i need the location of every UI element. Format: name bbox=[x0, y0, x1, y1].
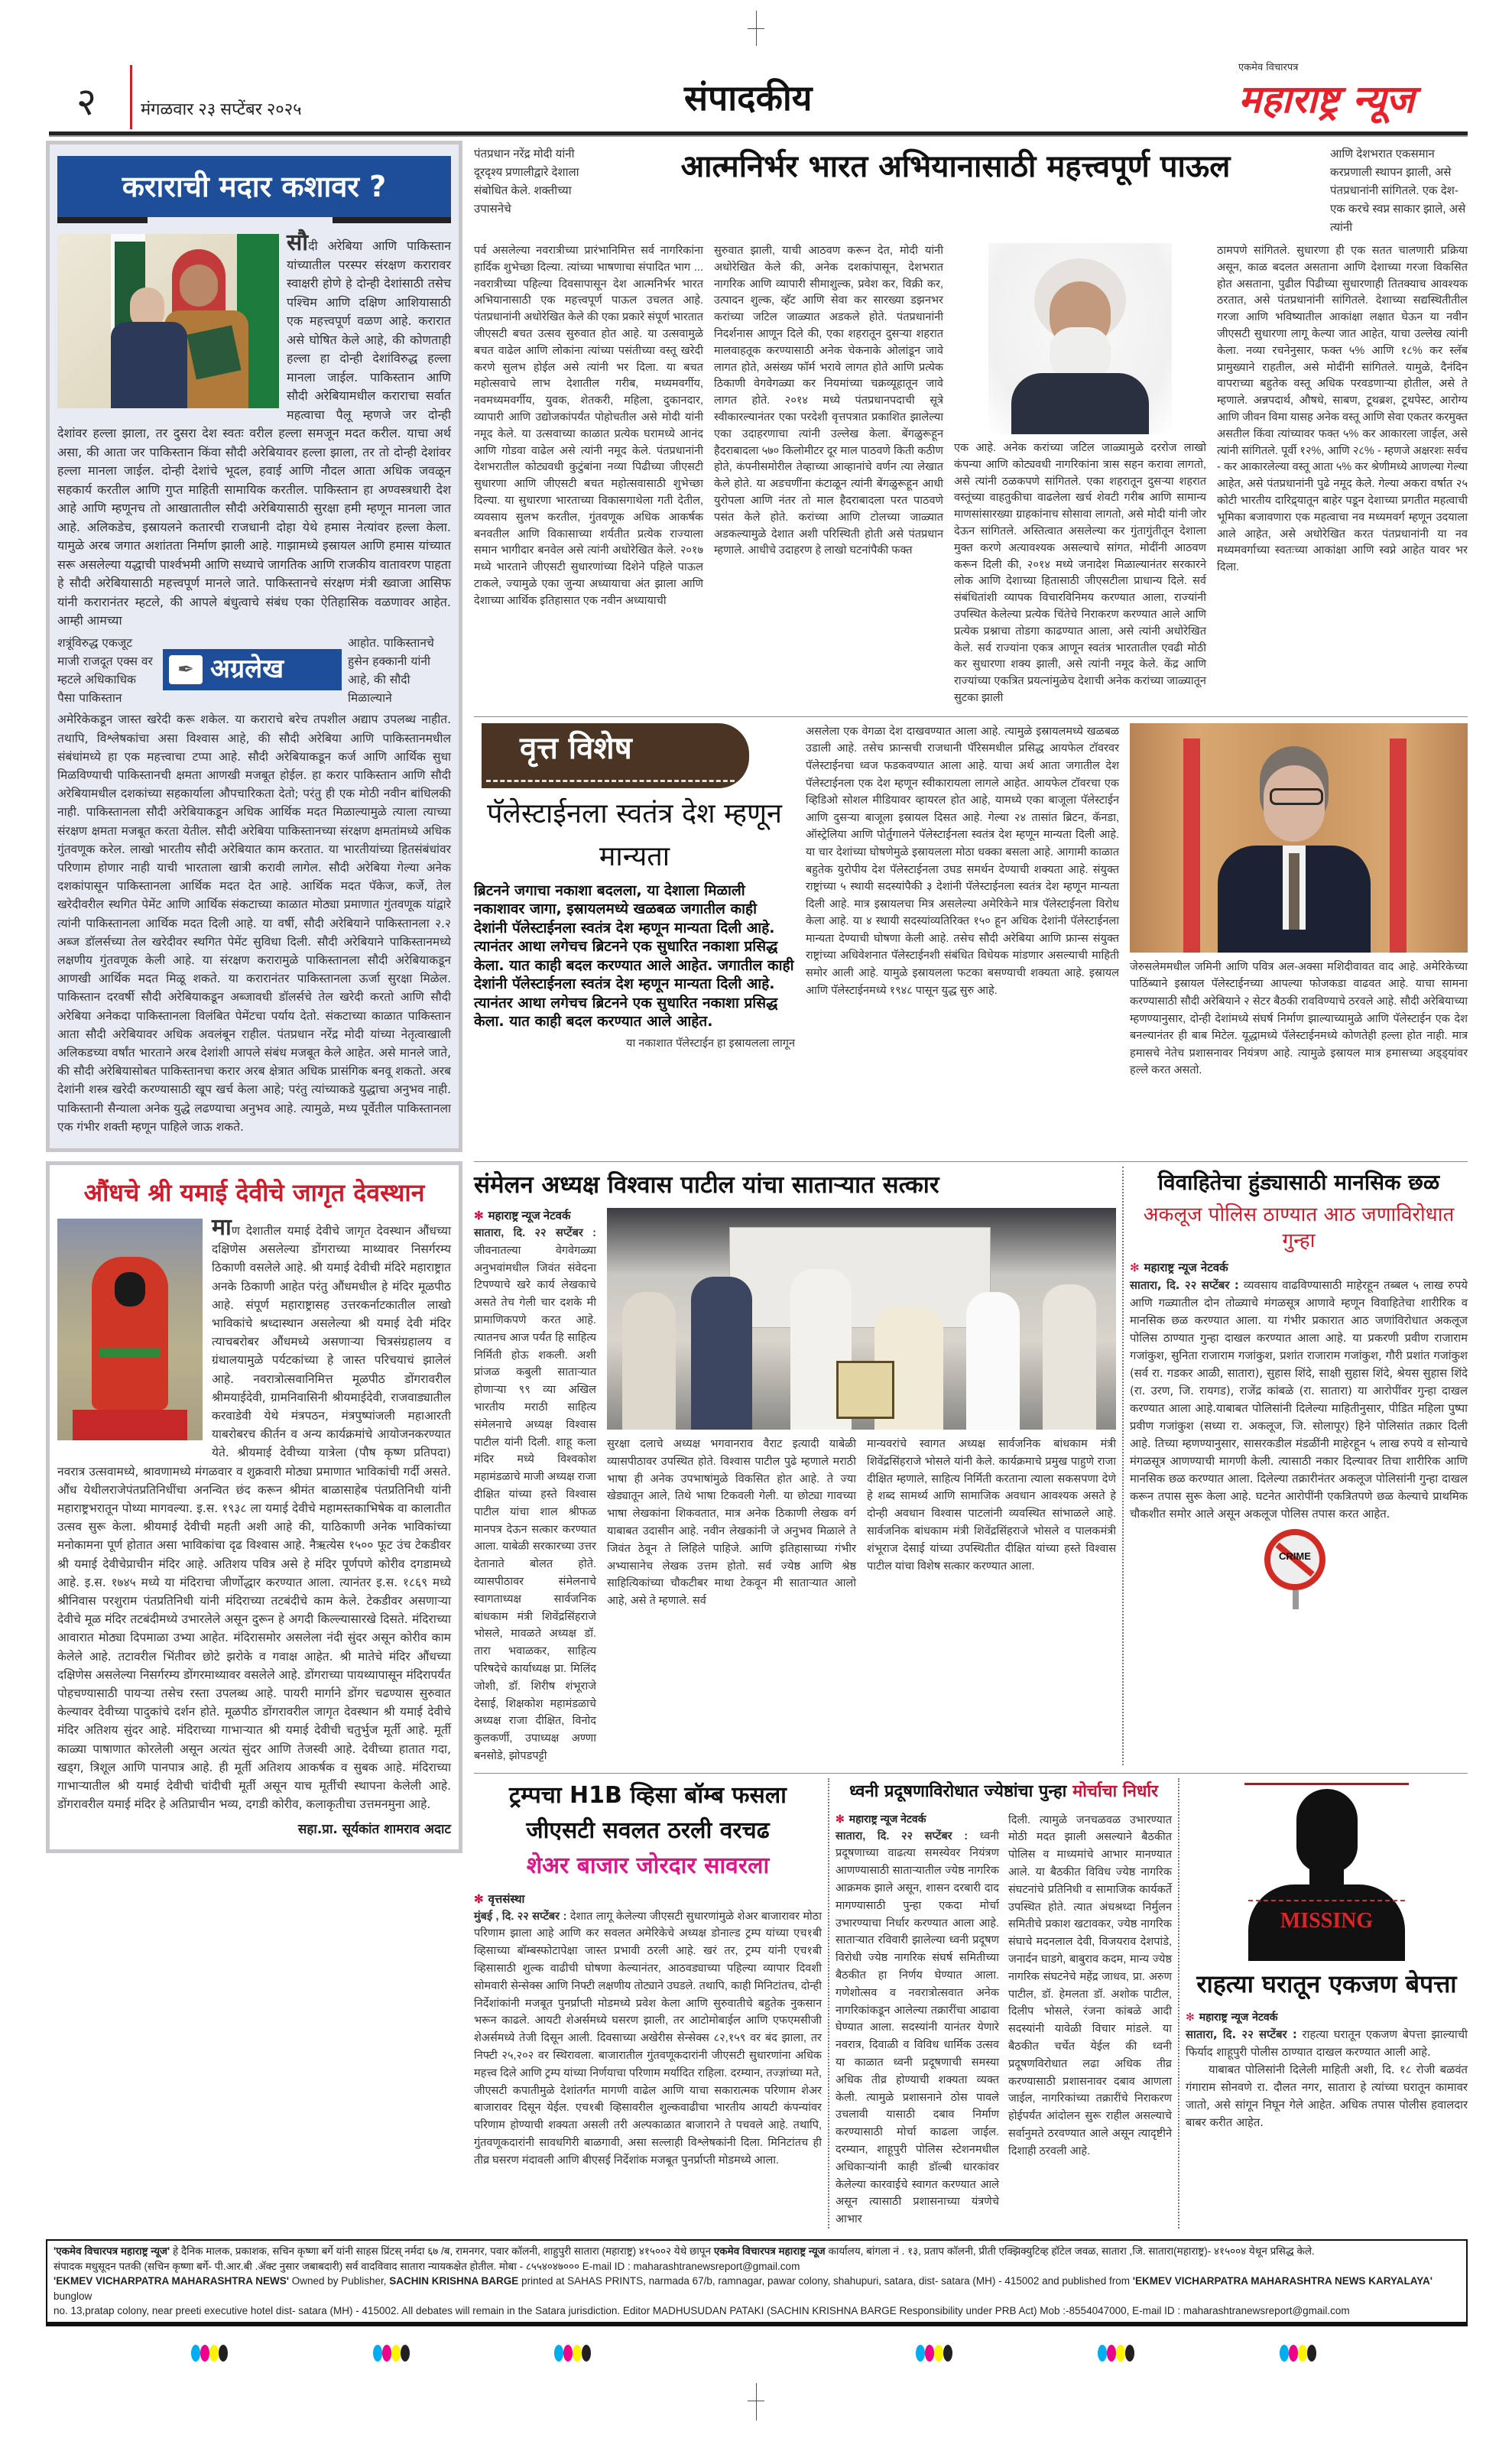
section-title: संपादकीय bbox=[684, 77, 813, 118]
noise-headline-part1: ध्वनी प्रदूषणाविरोधात ज्येष्ठांचा पुन्हा bbox=[848, 1781, 1067, 1801]
dowry-body-text: व्यवसाय वाढविण्यासाठी माहेरहून तब्बल ५ लाख रुपये आणि गळ्यातील दोन तोळ्याचे मंगळसूत्र आणावे म्हणून विवाहितेचा शारीरिक व मानसिक छळ करण्यात आला. या गंभीर प्रकारात आठ जणांविरोधात अकलूज पोलिस ठाण्यात गुन्हा दाखल करण्यात आला आहे. या प्रकरणी प्रवीण राजाराम गजांकुश, सुनिता राजाराम गजांकुश, प्रशांत राजाराम गजांकुश, गौरी प्रशांत गजांकुश (सर्व रा. गडकर आळी, सातारा), सुहास शिंदे, साक्षी सुहास शिंदे, श्रेयस सुहास शिंदे (रा. उरण, जि. रायगड), राजेंद्र कांबळे (रा. सातारा) या आरोपींवर गुन्हा दाखल करण्यात आला आहे.याबाबत पोलिसांनी दिलेल्या माहितीनुसार, पीडित महिला पुष्पा प्रवीण गजांकुश (सध्या रा. अकलूज, जि. सोलापूर) हिने पोलिसांत तक्रार दिली आहे. तिच्या म्हणण्यानुसार, सासरकडील मंडळींनी माहेरहून ५ लाख रुपये व सोन्याचे मंगळसूत्र आणण्याची मागणी केली. त्यासाठी नकार दिल्यावर तिचा शारीरिक आणि मानसिक छळ करण्यात आला. दिलेल्या तक्रारीनंतर अकलूज पोलिसांनी गुन्हा दाखल करून तपास सुरू केला आहे. घटनेत आरोपींनी एकत्रितपणे छळ केल्याचे प्राथमिक चौकशीत समोर आले असून अकलूज पोलिस तपास करत आहेत. bbox=[1130, 1278, 1468, 1521]
title-rule-left bbox=[57, 217, 148, 223]
felicitation-column-2: सुरक्षा दलाचे अध्यक्ष भगवानराव वैराट इत्यादी याबेळी व्यासपीठावर उपस्थित होते. विश्वास पाटील पुढे म्हणाले मराठी भाषा ही अनेक उपभाषांमुळे विकसित होत आहे. ते ज्या खेड्यातून आले, तिथे भाषा टिकवली गेली. या छोट्या गावच्या भाषा लेखकांना शिकवतात, मात्र अनेक ठिकाणी लेखक वर्ग याबाबत उदासीन आहे. नवीन लेखकांनी जे अनुभव मिळाले ते जिवंत ठेवून ते लिहिले पाहिजे. आणि इतिहासाच्या गंभीर अभ्यासानेच लेखक उत्तम होतो. सर्व ज्येष्ठ आणि श्रेष्ठ साहित्यिकांच्या चौकटीबर माथा टेकवून मी साताऱ्यात आलो आहे, असे ते म्हणाले. सर्व bbox=[607, 1437, 856, 1608]
cmyk-dot-group bbox=[373, 2345, 410, 2362]
photo-person2-suit bbox=[111, 322, 187, 408]
cmyk-dot-magenta bbox=[925, 2345, 934, 2362]
imprint-name-bold: 'EKMEV VICHARPATRA MAHARASHTRA NEWS KARYALAYA' bbox=[1132, 2275, 1433, 2287]
photo-person-1 bbox=[622, 1292, 676, 1430]
crime-sign bbox=[1264, 1529, 1333, 1613]
missing-silhouette bbox=[1244, 1785, 1409, 1961]
noise-headline bbox=[835, 1778, 1172, 1806]
section-rule bbox=[474, 1161, 1468, 1162]
felicitation-col1-text: जीवनातल्या वेगवेगळ्या अनुभवांमधील जिवंत संवेदना टिपण्याचे खरे कार्य लेखकाचे असते तेच गेली चार दशके मी प्रामाणिकपणे करत आहे. त्यातनच आज पर्यंत हि साहित्य निर्मिती होऊ शकली. अशी प्रांजळ कबुली साताऱ्यात होणाऱ्या ९९ व्या अखिल भारतीय मराठी साहित्य संमेलनाचे अध्यक्ष विश्वास पाटील यांनी दिली. शाहू कला मंदिर मध्ये विश्वकोश महामंडळाचे माजी अध्यक्ष राजा दीक्षित यांच्या हस्ते विश्वास पाटील यांचा शाल श्रीफळ मानपत्र देऊन सत्कार करण्यात आला. याबेळी सरकारच्या उत्तर देतानाते बोलत होते. व्यासपीठावर संमेलनाचे स्वागताध्यक्ष सार्वजनिक बांधकाम मंत्री शिवेंद्रसिंहराजे भोसले, मावळते अध्यक्ष डॉ. तारा भवाळकर, साहित्य परिषदेचे कार्याध्यक्ष प्रा. मिलिंद जोशी, डॉ. शिरीष शंभूराजे देसाई, शिक्षकोश महामंडळाचे अध्यक्ष राजा दीक्षित, विनोद कुलकर्णी, उपाध्यक्ष अण्णा बनसोडे, झोपडपट्टी bbox=[474, 1244, 596, 1762]
noise-col1-wrap bbox=[835, 1812, 999, 2229]
missing-badge: MISSING bbox=[1280, 1908, 1374, 1933]
cmyk-dot-cyan bbox=[191, 2345, 200, 2362]
editorial-dropcap: सौ bbox=[287, 229, 309, 256]
column-divider bbox=[1122, 1167, 1124, 1765]
vrutta-vishesh-label bbox=[482, 723, 749, 788]
photo-ukpm-glasses bbox=[1270, 788, 1323, 805]
asterisk-icon: ✻ bbox=[474, 1892, 484, 1906]
noise-story bbox=[835, 1778, 1172, 2229]
photo-felicitation-ceremony bbox=[607, 1208, 1116, 1430]
crop-mark bbox=[756, 2383, 757, 2420]
dowry-subheadline: अकलूज पोलिस ठाण्यात आठ जणाविरोधात गुन्हा bbox=[1143, 1203, 1455, 1252]
cmyk-dot-cyan bbox=[373, 2345, 382, 2362]
palestine-story bbox=[474, 723, 1468, 1079]
dowry-story bbox=[1130, 1167, 1468, 1765]
cmyk-dot-group bbox=[191, 2345, 228, 2362]
imprint-text: कार्यालय, बांगला नं . १३, प्रताप कॉलनी, प्रीती एक्झिक्युटिव्ह हॉटेल जवळ, सातारा ,जि. सातारा(महाराष्ट्र)- ४१५००४ येथून प्रसिद्ध केले. bbox=[828, 2245, 1315, 2258]
lead-column-4: ठामपणे सांगितले. सुधारणा ही एक सतत चालणारी प्रक्रिया असून, काळ बदलत असताना आणि देशाच्या गरजा विकसित होत असताना, पुढील पिढीच्या सुधारणाही तितक्याच आवश्यक ठरतात, असे पंतप्रधानांनी सांगितले. देशाच्या सद्यस्थितीतील गरजा आणि भविष्यातील आकांक्षा लक्षात घेऊन या नवीन जीएसटी सुधारणा लागू केल्या जात आहेत, याचा उल्लेख त्यांनी केला. नव्या रचनेनुसार, फक्त ५% आणि १८% कर स्लॅब प्रामुख्याने राहतील, असे मोदींनी सांगितले. यामुळे, दैनंदिन वापराच्या बहुतेक वस्तू अधिक परवडणाऱ्या होतील, असे ते म्हणाले. अन्नपदार्थ, औषधे, साबण, टूथब्रश, टूथपेस्ट, आरोग्य आणि जीवन विमा यासह अनेक वस्तू आणि सेवा एकतर करमुक्त असतील किंवा त्यांच्यावर फक्त ५% कर आकारला जाईल, असे त्यांनी सांगितले. पूर्वी १२%, आणि २८% - म्हणजे अक्षरशः सर्वच - कर आकारलेल्या वस्तू आता ५% कर श्रेणीमध्ये आणल्या गेल्या आहेत, असे पंतप्रधानांनी पुढे नमूद केले. गेल्या अकरा वर्षात २५ कोटी भारतीय दारिद्र्यातून बाहेर पडून देशाच्या प्रगतीत महत्वाची भूमिका बजावणारा एक महत्वाचा नव मध्यमवर्ग म्हणून उदयाला आले आहेत, असे अधोरेखित करत पंतप्रधानांनी या नव मध्यमवर्गाच्या स्वतःच्या आकांक्षा आणि स्वप्ने आहेत यावर भर दिला. bbox=[1217, 245, 1468, 574]
felicitation-column-1 bbox=[474, 1225, 596, 1765]
photo-backdrop-banner bbox=[729, 1227, 991, 1328]
silhouette-dashed-line bbox=[1248, 1900, 1405, 1901]
felicitation-col1-wrap bbox=[474, 1208, 596, 1765]
missing-body2-text: याबाबत पोलिसांनी दिलेली माहिती अशी, दि. १८ रोजी बळवंत गंगाराम सोनवणे रा. दौलत नगर, सातारा हे त्यांच्या घरातून कामावर जातो, असे सांगून निघून गेले आहेत. अधिक तपास पोलीस हवालदार बाबर करीत आहेत. bbox=[1186, 2063, 1468, 2129]
cmyk-dot-magenta bbox=[382, 2345, 391, 2362]
photo-saudi-pakistan-leaders bbox=[57, 234, 279, 408]
cmyk-dot-black bbox=[1125, 2345, 1134, 2362]
felicitation-byline bbox=[474, 1208, 596, 1223]
editorial-title-bar bbox=[57, 156, 451, 217]
cmyk-dot-group bbox=[1280, 2345, 1316, 2362]
imprint-english-line-1 bbox=[54, 2274, 1460, 2303]
felicitation-headline: संमेलन अध्यक्ष विश्वास पाटील यांचा साताऱ्यात सत्कार bbox=[474, 1170, 939, 1199]
cmyk-dot-magenta bbox=[1289, 2345, 1298, 2362]
label-dashed-rule bbox=[486, 780, 735, 782]
dowry-body bbox=[1130, 1277, 1468, 1523]
yamai-body: राजवाड्यातील करवाडेवी येथे मंत्रपठन, मंत्रपुष्पांजली महाआरती याबरोबरच कीर्तन व अन्य कार्यक्रमांचे आयोजनकरण्यात येते. श्रीयमाई देवीच्या यात्रेला (पौष कृष्ण प्रतिपदा) नवरात्र उत्सवामध्ये, श्रावणामध्ये मंगळवार व शुक्रवारी मोठ्या प्रमाणात भाविकांची गर्दी असते. औंध येथीलराजेपंतप्रतिनिधींचा अनन्वित छंद करून श्रीमंत बाळासाहेब पंतप्रतिनिधी यांनी महाराष्ट्रभरातून पोथ्या मागवल्या. इ.स. १९३८ ला यमाई देवीचे महामस्तकाभिषेक वा कालातीत उत्सव सुरू केला. श्रीयमाई देवीची महती अशी आहे की, याठिकाणी अनेक भाविकांच्या मनोकामना पूर्ण होतात असा भाविकांचा दृढ विश्वास आहे. नैऋत्येस १५०० फूट उंच टेकडीवर श्री यमाई देवीचेप्राचीन मंदिर आहे. अतिशय पवित्र असे हे मंदिर पूर्णपणे कोरीव दगडामध्ये आहे. इ.स. १७४५ मध्ये या मंदिराचा जीर्णोद्धार करण्यात आला. त्यानंतर इ.स. १८६९ मध्ये श्रीनिवास परशुराम पंतप्रतिनिधी यांनी मंदिराच्या तटबंदीचे काम केले. टेकडीवर असणाऱ्या देवीचे मूळ मंदिर तटबंदीमध्ये उभारलेले असून दुरून हे अगदी किल्ल्यासारखे दिसते. मंदिराच्या आवारात मोठ्या दिपमाळा उभ्या आहेत. मंदिरासमोर असलेला नंदी सुंदर असून कोरीव काम केलेले आहे. तटावरील भिंतीवर छोटे झरोके व गवाक्ष आहेत. श्री मातेचे मंदिर औंधच्या दक्षिणेस असलेल्या निसर्गरम्य डोंगरमाथ्यावर वसलेले आहे. डोंगराच्या पायथ्यापासून मंदिरापर्यंत पोहचण्यासाठी पायऱ्या तसेच रस्ता उपलब्ध आहे. पायरी मार्गाने डोंगर चढण्यास सुरुवात केल्यावर देवीच्या पादुकांचे दर्शन होते. मूळपीठ डोंगरावरील जागृत देवस्थान श्री यमाई देवीचे मंदिर अतिशय सुंदर आहे. मंदिराच्या गाभाऱ्यात श्री यमाई देवीची चतुर्भुज मूर्ती आहे. मूर्ती काळ्या पाषाणात कोरलेली असून अत्यंत सुंदर आणि तेजस्वी आहे. देवीच्या हातात गदा, खड्ग, त्रिशूल आणि पानपात्र आहे. ही मूर्ती अतिशय आकर्षक व सुबक आहे. मंदिराच्या गाभाऱ्यातील श्री यमाई देवीची चांदीची मूर्ती असून याच मूर्तीची स्थापना केलेली आहे. डोंगरावरील यमाई मंदिर हे अतिप्राचीन भव्य, दगडी कोरीव, कलाकृतीचा उत्तमनमुना आहे. bbox=[57, 1390, 452, 1812]
lead-column-3-wrap bbox=[954, 243, 1206, 707]
imprint-text: हे दैनिक मालक, प्रकाशक, सचिन कृष्णा बर्गे यांनी साहस प्रिंटस् नर्मदा ६७ /ब, रामनगर, पवार कॉलनी, शाहुपुरी सातारा (महाराष्ट्र) ४१५००२ येथे छापून bbox=[173, 2245, 712, 2258]
felicitation-story bbox=[474, 1167, 1116, 1765]
cmyk-dot-black bbox=[1307, 2345, 1316, 2362]
imprint-marathi-line-1 bbox=[54, 2244, 1460, 2259]
lead-column-3: एक आहे. अनेक करांच्या जटिल जाळ्यामुळे दररोज लाखो कंपन्या आणि कोट्यवधी नागरिकांना त्रास सहन करावा लागतो, असे त्यांनी ठळकपणे सांगितले. एका शहरातून दुसऱ्या शहरात वस्तूंच्या वाहतुकीचा वाढलेला खर्च शेवटी गरीब आणि सामान्य माणसांसारख्या ग्राहकांनाच सोसावा लागतो, असे मोदी यांनी जोर देऊन सांगितले. अस्तित्वात असलेल्या कर गुंतागुंतीतून देशाला मुक्त करणे अत्यावश्यक असल्याचे सांगत, मोदींनी आठवण करून दिली की, २०१४ मध्ये जनादेश मिळाल्यानंतर सरकारने लोक आणि देशाच्या हितासाठी जीएसटीला प्राधान्य दिले. सर्व संबंधितांशी व्यापक विचारविनिमय करण्यात आला, राज्यांनी उपस्थित केलेल्या प्रत्येक चिंतेचे निराकरण करण्यात आले आणि प्रत्येक प्रश्नाचा तोडगा काढण्यात आला, असे त्यांनी अधोरेखित केले. सर्व राज्यांना एकत्र आणून स्वतंत्र भारतातील एवढी मोठी कर सुधारणा शक्य झाली, असे त्यांनी नमूद केले. केंद्र आणि राज्यांच्या एकत्रित प्रयत्नांमुळेच देशाची अनेक करांच्या जाळ्यातून सुटका झाली bbox=[954, 442, 1206, 704]
yamai-author: सहा.प्रा. सूर्यकांत शामराव अदाट bbox=[297, 1822, 451, 1838]
trump-headline-1: ट्रम्पचा H1B व्हिसा बॉम्ब फसला bbox=[509, 1781, 787, 1809]
missing-story bbox=[1186, 1778, 1468, 2229]
felicitation-right-wrap bbox=[607, 1208, 1116, 1610]
noise-headline-part2: मोर्चाचा निर्धार bbox=[1072, 1781, 1159, 1801]
dateline: सातारा, दि. २२ सप्टेंबर : bbox=[474, 1226, 596, 1239]
asterisk-icon: ✻ bbox=[1130, 1260, 1140, 1274]
cmyk-dot-yellow bbox=[209, 2345, 219, 2362]
missing-headline: राहत्या घरातून एकजण बेपत्ता bbox=[1196, 1969, 1457, 1998]
cmyk-dot-cyan bbox=[1280, 2345, 1289, 2362]
vrutta-vishesh-text: वृत्त विशेष bbox=[520, 730, 632, 766]
noise-byline bbox=[835, 1812, 999, 1826]
trump-headline-2: जीएसटी सवलत ठरली वरचढ bbox=[526, 1816, 770, 1844]
cmyk-dot-magenta bbox=[563, 2345, 573, 2362]
photo-agreement-folder bbox=[187, 325, 241, 379]
cmyk-dot-yellow bbox=[573, 2345, 582, 2362]
editorial-intro-text: दी अरेबिया आणि पाकिस्तान यांच्यातील परस्पर संरक्षण करारावर स्वाक्षरी होणे हे दोन्ही देशांसाठी तसेच पश्चिम आणि दक्षिण आशियासाठी एक महत्त्वपूर्ण वळण आहे. करारात असे घोषित केले आहे, की कोणताही हल्ला हा दोन्ही bbox=[287, 239, 451, 365]
lead-column-2: सुरुवात झाली, याची आठवण करून देत, मोदी यांनी अधोरेखित केले की, अनेक दशकांपासून, देशभरात नागरिक आणि व्यापारी सीमाशुल्क, प्रवेश कर, विक्री कर, उत्पादन शुल्क, व्हॅट आणि सेवा कर सारख्या डझनभर करांच्या जटिल जाळ्यात अडकले होते. पंतप्रधानांनी निदर्शनास आणून दिले की, एका शहरातून दुसऱ्या शहरात मालवाहतूक करण्यासाठी अनेक चेकनाके ओलांडून जावे लागत होते, असंख्य फॉर्म भरावे लागत होते आणि प्रत्येक ठिकाणी वेगवेगळ्या कर नियमांच्या चक्रव्यूहातून जावे लागत होते. २०१४ मध्ये पंतप्रधानपदाची सूत्रे स्वीकारल्यानंतर एका परदेशी वृत्तपत्रात प्रकाशित झालेल्या एका उदाहरणाचा त्यांनी उल्लेख केला. बेंगळुरूहून हैदराबादला ५७० किलोमीटर दूर माल पाठवणे किती कठीण होते, कंपनीसमोरील तेव्हाच्या आव्हानांचे वर्णन त्या लेखात केले होते. या अडचणींना कंटाळून त्यांनी बेंगळुरूहून आधी युरोपला आणि नंतर तो माल हैदराबादला परत पाठवणे पसंत केले होते. करांच्या आणि टोलच्या जाळ्यात अडकल्यामुळे देशात अशी परिस्थिती होती असे पंतप्रधान म्हणाले. आधीचे उदाहरण हे लाखो घटनांपैकी फक्त bbox=[714, 245, 943, 557]
cmyk-dot-black bbox=[219, 2345, 228, 2362]
trump-body bbox=[474, 1908, 822, 2170]
imprint-marathi-line-2: संपादक मधुसूदन पतकी (सचिन कृष्णा बर्गे- पी.आर.बी .ॲक्ट नुसार जबाबदारी) सर्व वादविवाद सातारा न्यायकक्षेत होतील. मोबा - ८५५४०४७००० E-mail ID : maharashtranewsreport@gmail.com bbox=[54, 2260, 800, 2272]
imprint-text: bunglow bbox=[54, 2290, 92, 2302]
title-rule-right bbox=[333, 217, 451, 223]
yamai-box bbox=[46, 1161, 462, 1854]
photo-person-5 bbox=[966, 1292, 1020, 1430]
cmyk-registration-row bbox=[0, 2337, 1512, 2383]
cmyk-dot-magenta bbox=[1107, 2345, 1116, 2362]
imprint-name-bold: एकमेव विचारपत्र महाराष्ट्र न्यूज bbox=[713, 2245, 826, 2258]
issue-date: मंगळवार २३ सप्टेंबर २०२५ bbox=[141, 99, 302, 118]
section-rule bbox=[474, 1773, 1468, 1774]
photo-person-6 bbox=[1043, 1284, 1096, 1430]
palestine-column-3: जेरुसलेममधील जमिनी आणि पवित्र अल-अक्सा मशिदीवावत वाद आहे. अमेरिकेच्या पाठिंब्याने इस्रायल पॅलेस्टाईनच्या आपल्या फोजकडा वाढवत आहे. याचा सामना करण्यासाठी सौदी अरेबियाने २ सेटर बैठकी रावविण्याचे ठरवले आहे. सौदी अरेबियाच्या म्हणण्यानुसार, दोन्ही देशांमध्ये संघर्ष निर्माण झाल्याच्यामुळे आणि पॅलेस्टाईन एक देश बनल्यानंतर ही बाब मिटेल. यूद्धामध्ये पॅलेस्टाईनमध्ये कोणतेही हल्ला होत नाही. मात्र हमासचे नेतेच प्रशासनावर नियंत्रण आहे. त्यामुळे इस्रायल मात्र हमासच्या अड्ड्यांवर हल्ले करत असतो. bbox=[1130, 960, 1468, 1077]
cmyk-dot-group bbox=[916, 2345, 952, 2362]
title-rules bbox=[57, 217, 451, 223]
yamai-dropcap: मा bbox=[212, 1213, 232, 1241]
sign-pole bbox=[1293, 1590, 1299, 1609]
quill-pen-icon: ✒ bbox=[169, 655, 203, 684]
trump-body-text: देशात लागू केलेल्या जीएसटी सुधारणांमुळे शेअर बाजारावर मोठा परिणाम झाला आहे आणि कर सवलत अमेरिकेचे अध्यक्ष डोनाल्ड ट्रम्प यांच्या एच१बी व्हिसाच्या बॉम्बस्फोटापेक्षा जास्त प्रभावी ठरली आहे. खरं तर, ट्रम्प यांनी एच१बी व्हिसासाठी शुल्क वाढीची घोषणा केल्यानंतर, आठवड्याच्या पहिल्या व्यापार दिवशी सोमवारी सेन्सेक्स आणि निफ्टी लक्षणीय तोट्याने उघडले. तथापि, काही मिनिटांतच, दोन्ही निर्देशांकांनी मजबूत पुनर्प्राप्ती मोडमध्ये प्रवेश केला आणि सुरुवातीचे बहुतेक नुकसान भरून काढले. आयटी शेअर्समध्ये घसरण झाली, तर आटोमोबाईल आणि एफएमसीजी शेअर्समध्ये तेजी दिसून आली. दिवसाच्या अखेरीस सेन्सेक्स ८२,१५९ वर बंद झाला, तर निफ्टी २५,२०२ वर स्थिरावला. बाजारातील गुंतवणूकदारांनी जीएसटी सुधारणांना अधिक महत्त्व दिले आणि ट्रम्प यांच्या निर्णयाचा परिणाम मर्यादित राहिला. दरम्यान, तज्ज्ञांच्या मते, जीएसटी कपातीमुळे देशांतर्गत मागणी वाढेल आणि याचा सकारात्मक परिणाम शेअर बाजारावर दिसून येईल. एच१बी व्हिसावरील शुल्कवाढीचा भारतीय आयटी कंपन्यांवर परिणाम होण्याची शक्यता असली तरी अल्पकाळात बाजाराने ते पचवले आहे. तथापि, गुंतवणूकदारांनी सावधगिरी बाळगावी, असा सल्लाही विश्लेषकांनी दिला. मिनिटांतच ही तीव्र घसरण मंदावली आणि बीएसई निर्देशांक मजबूत पुनर्प्राप्ती मोडमध्ये आला. bbox=[474, 1910, 822, 2167]
photo-idol-green-border bbox=[99, 1349, 161, 1358]
asterisk-icon: ✻ bbox=[835, 1812, 845, 1825]
photo-yamai-devi-idol bbox=[57, 1219, 203, 1440]
agralekh-row bbox=[57, 634, 451, 708]
palestine-deck: ब्रिटनने जगाचा नकाशा बदलला, या देशाला मिळाली नकाशावर जागा, इस्रायलमध्ये खळबळ जगातील काही देशांनी पॅलेस्टाईनला स्वतंत्र देश म्हणून मान्यता दिली आहे. त्यानंतर आथा लगेचच ब्रिटनने एक सुधारित नकाशा प्रसिद्ध केला. यात काही बदल करण्यात आले आहेत. जगातील काही देशांनी पॅलेस्टाईनला स्वतंत्र देश म्हणून मान्यता दिली आहे. त्यानंतर आथा लगेचच ब्रिटनने एक सुधारित नकाशा प्रसिद्ध केला. यात काही बदल करण्यात आले आहेत. bbox=[474, 881, 794, 1031]
cmyk-dot-group bbox=[554, 2345, 591, 2362]
cmyk-dot-cyan bbox=[554, 2345, 563, 2362]
editorial-body-1: देशांविरुद्ध हल्ला मानला जाईल. पाकिस्तान आणि सौदी अरेबियामधील कराराचा सर्वात महत्वाचा पैलू म्हणजे जर दोन्ही देशांवर हल्ला झाला, तर दुसरा देश स्वतः वरील हल्ला समजून मदत करील. याचा अर्थ असा, की आता जर पाकिस्तान किंवा सौदी अरेबियावर हल्ला झाला, तर तो दोन्ही देशांवर हल्ला मानला जाईल. दोन्ही देशांचे भूदल, हवाई आणि नौदल आता अधिक जवळून सहकार्य करतील आणि गुप्त माहिती सामायिक करतील. पाकिस्तान हा अण्वस्त्रधारी देश आहे आणि म्हणूनच तो आखातातील सौदी अरेबियासाठी सुरक्षा हमी म्हणून मानला जात आहे. अलिकडेच, इस्रायलने कतारची राजधानी दोहा येथे हमास नेत्यांवर हल्ला केला. यामुळे अरब जगात अशांतता निर्माण झाली आहे. गाझामध्ये इस्रायल आणि हमास यांच्यात सरू असलेल्या यद्धाची पार्श्वभमी आणि सध्याचे जागतिक आणि राजकीय वातावरण पाहता हे सौदी अरेबियासाठी महत्त्वपूर्ण मानले जाते. पाकिस्तानचे संरक्षण मंत्री ख्वाजा आसिफ यांनी करारानंतर म्हटले, की आपले बंधुत्वाचे संबंध एका ऐतिहासिक वळणावर आहेत. आम्ही आमच्या bbox=[57, 351, 451, 628]
photo-ukpm-tie bbox=[1289, 853, 1299, 930]
dateline: सातारा, दि. २२ सप्टेंबर : bbox=[1186, 2027, 1297, 2041]
cmyk-dot-cyan bbox=[1098, 2345, 1107, 2362]
editorial-wrap-right: आहोत. पाकिस्तानचे हुसेन हक्कानी यांनी आहे, की सौदी मिळाल्याने bbox=[348, 635, 434, 706]
palestine-col-3-wrap bbox=[1130, 723, 1468, 1079]
felicitation-column-3: मान्यवरांचे स्वागत अध्यक्ष सार्वजनिक बांधकाम मंत्री शिवेंद्रसिंहराजे भोसले यांनी केले. कार्यक्रमाचे प्रमुख पाहुणे राजा दीक्षित म्हणाले, साहित्य निर्मिती करताना त्याला सकसपणा देणे हे शब्द सामर्थ्य आणि सामाजिक अवधान आवश्यक असते हे दोन्ही अवधान विश्वास पाटलांनी व्यवस्थित सांभाळले आहे. सार्वजनिक बांधकाम मंत्री शिवेंद्रसिंहराजे भोसले व पालकमंत्री शंभूराज देसाई यांच्या उपस्थितीत दीक्षित यांच्या हस्ते विश्वास पाटील यांचा विशेष सत्कार करण्यात आला. bbox=[867, 1437, 1116, 1573]
photo-person-face bbox=[180, 265, 218, 307]
yamai-headline: औंधचे श्री यमाई देवीचे जागृत देवस्थान bbox=[83, 1177, 425, 1207]
cmyk-dot-black bbox=[582, 2345, 591, 2362]
photo-citation-frame bbox=[836, 1361, 894, 1419]
trump-story bbox=[474, 1778, 822, 2229]
logo-name: महाराष्ट्र न्यूज bbox=[1238, 77, 1415, 122]
dateline: मुंबई , दि. २२ सप्टेंबर : bbox=[474, 1910, 567, 1923]
photo-uk-prime-minister bbox=[1130, 723, 1468, 953]
trump-subheadline: शेअर बाजार जोरदार सावरला bbox=[526, 1852, 770, 1879]
missing-body bbox=[1186, 2026, 1468, 2131]
section-rule bbox=[474, 716, 1468, 717]
palestine-deck-tail: या नकाशात पॅलेस्टाईन हा इस्रायलला लागून bbox=[626, 1037, 795, 1050]
noise-column-2: दिली. त्यामुळे जनचळवळ उभारण्यात मोठी मदत झाली असल्याने बैठकीत पोलिस व माध्यमांचे आभार मानण्यात आले. या बैठकीत विविध ज्येष्ठ नागरिक संघटनांचे प्रतिनिधी व सामाजिक कार्यकर्ते उपस्थित होते. त्यात अंधश्रध्दा निर्मुलन समितीचे प्रकाश खटावकर, ज्येष्ठ नागरिक संघाचे मदनलाल देवी, विजयराव देशपांडे, जनार्दन घाडगे, बाबुराव कदम, मान्य ज्येष्ठ नागरिक संघटनेचे महेंद्र जाधव, प्रा. अरुण पाटील, डॉ. हेमलता डॉ. अशोक पाटील, दिलीप भोसले, रंजना कांबळे आदी सदस्यांनी यावेळी विचार मांडले. या बैठकीत चर्चेत येईल की ध्वनी प्रदूषणविरोधात लढा अधिक तीव्र करण्यासाठी प्रशासनावर दबाव आणला जाईल, नागरिकांच्या तक्रारींचे निराकरण होईपर्यंत आंदोलन सुरू राहील असल्याचे सर्वानुमते ठरवण्यात आले असून त्यादृष्टीने दिशाही ठरवली आहे. bbox=[1008, 1813, 1172, 2157]
noise-column-1 bbox=[835, 1828, 999, 2229]
silhouette-head bbox=[1296, 1789, 1358, 1873]
dowry-byline bbox=[1130, 1260, 1468, 1275]
imprint-text: printed at SAHAS PRINTS, narmada 67/b, ramnagar, pawar colony, shahupuri, satara, dist- satara (MH) - 415002 and published from bbox=[521, 2275, 1130, 2287]
missing-body1-text: राहत्या घरातून एकजण बेपत्ता झाल्याची फिर्याद शाहूपुरी पोलीस ठाण्यात दाखल करण्यात आली आहे. bbox=[1186, 2027, 1468, 2059]
page-number: २ bbox=[76, 80, 96, 124]
palestine-lead-col bbox=[474, 723, 795, 1053]
yamai-intro-text: ण देशातील यमाई देवीचे जागृत देवस्थान औंधच्या दक्षिणेस असलेल्या डोंगराच्या माथ्यावर निसर्गरम्य ठिकाणी वसलेले आहे. श्री यमाई देवीची मंदिरे महाराष्ट्रात अनके ठिकाणी आहेत परंतु औंधमधील हे मंदिर मूळपीठ आहे. संपूर्ण महाराष्ट्रासह उत्तरकर्नाटकातील लाखो भाविकांचे श्रध्दास्थान असलेल्या श्री यमाई देवी मंदिर त्याचबरोबर औंधमध्ये असणाऱ्या चित्रसंग्रहालय व ग्रंथालयामुळे पर्यटकांच्या हे जास्त परिचयाचं झालेलं आहे. नवरात्रोत्सवानिमित्त मूळपीठ डोंगरावरील श्रीमयाईदेवी, ग्रामनिवासिनी श्रीयमाईदेवी, bbox=[212, 1223, 451, 1404]
lead-story bbox=[474, 141, 1468, 707]
photo-flag-left bbox=[1183, 739, 1200, 953]
byline-text: महाराष्ट्र न्यूज नेटवर्क bbox=[488, 1209, 571, 1222]
bottom-crop-area bbox=[0, 2383, 1512, 2421]
trump-byline bbox=[474, 1891, 822, 1907]
column-divider bbox=[828, 1778, 829, 2229]
imprint-publisher-bold: SACHIN KRISHNA BARGE bbox=[389, 2275, 519, 2287]
cmyk-dot-yellow bbox=[934, 2345, 943, 2362]
asterisk-icon: ✻ bbox=[474, 1209, 484, 1222]
imprint-box bbox=[46, 2239, 1468, 2326]
lead-right-intro: आणि देशभरात एकसमान करप्रणाली स्थापन झाली, असे पंतप्रधानांनी सांगितले. एक देश-एक करचे स्वप्न साकार झाले, असे त्यांनी bbox=[1330, 148, 1466, 234]
cmyk-dot-black bbox=[401, 2345, 410, 2362]
cmyk-dot-yellow bbox=[1298, 2345, 1307, 2362]
editorial-body-2: अमेरिकेकडून जास्त खरेदी करू शकेल. या कराराचे बरेच तपशील अद्याप उपलब्ध नाहीत. तथापि, विश्लेषकांचा असा विश्वास आहे, की सौदी अरेबिया आणि पाकिस्तानमधील संबंधांमध्ये हा एक महत्त्वाचा टप्पा आहे. सौदी अरेबियाकडून कर्ज आणि आर्थिक सुधा मिळविण्याची पाकिस्तानची क्षमता आणखी मजबूत होईल. हा करार पाकिस्तान आणि सौदी अरेबियामधील दशकांच्या सहकार्याला औपचारिकता देतो; परंतु ही एक मोठी नवीन बांधिलकी नाही. पाकिस्तानला सौदी अरेबियाकडून अधिक आर्थिक मदत मिळाल्यामुळे त्याला त्याच्या संरक्षण क्षमता मजबूत करता येतील. सौदी अरेबिया पाकिस्तानच्या संरक्षण क्षमतांमध्ये अधिक गुंतवणूक करेल. लाखो भारतीय सौदी अरेबियात काम करतात. या भारतीयांच्या हितसंबंधांवर परिणाम होणार नाही याची भारताला खात्री करावी लागेल. सौदी अरेबिया गेल्या अनेक दशकांपासून पाकिस्तानला आर्थिक मदत देत आहे. आर्थिक मदत पॅकेज, कर्जे, तेल खरेदीवरील स्थगित पेमेंट आणि आर्थिक संकटाच्या काळात मोठ्या प्रमाणात गुंतवणूक यांद्वारे त्यांनी पाकिस्तानला आर्थिक मदत दिली आहे. या वर्षी, सौदी अरेबियाने पाकिस्तानला २.२ अब्ज डॉलर्सच्या तेल खरेदीवर स्थगित पेमेंट सुविधा दिली. सौदी अरेबियाने पाकिस्तानमध्ये लक्षणीय गुंतवणूक केली आहे. या संरक्षण करारामुळे पाकिस्तानला सौदी अरेबियाकडून आणखी आर्थिक मदत मिळू शकते. या करारानंतर पाकिस्तानला ऊर्जा सुरक्षा मिळेल. पाकिस्तान दरवर्षी सौदी अरेबियाकडून अब्जावधी डॉलर्सचे तेल खरेदी करतो आणि सौदी अरेबिया अनेकदा पाकिस्तानला विलंबित पेमेंटचा पर्याय देतो. संकटाच्या काळात पाकिस्तान आता सौदी अरेबियावर अधिक अवलंबून राहील. पंतप्रधान नरेंद्र मोदी यांच्या नेतृत्वाखाली अलिकडच्या वर्षांत भारताने अरब देशांशी आपले संबंध मजबूत केले आहेत. असे मानले जाते, की सौदी अरेबियासोबत पाकिस्तानचा करार अरब क्षेत्रात अधिक प्रासंगिक बनवू शकतो. अरब देशांनी शस्त्र खरेदी करण्यासाठी खूप खर्च केला आहे; परंतु त्यांच्याकडे युद्धाचा अनुभव नाही. पाकिस्तानी सैन्याला अनेक युद्धे लढण्याचा अनुभव आहे. त्यामुळे, मध्य पूर्वेतील पाकिस्तानला एक गंभीर शक्ती म्हणून पाहिले जाऊ शकते. bbox=[57, 713, 451, 1134]
imprint-english-line-2: no. 13,pratap colony, near preeti executive hotel dist- satara (MH) - 415002. All debates will remain in the Satara jurisdiction. Editor MADHUSUDAN PATAKI (SACHIN KRISHNA BARGE Responsibility under PRB Act) Mob :-8554047000, E-mail ID : maharashtranewsreport@gmail.com bbox=[54, 2305, 1350, 2317]
photo-person-2 bbox=[691, 1277, 752, 1430]
photo-flag-right bbox=[1390, 739, 1407, 953]
imprint-name-bold: 'EKMEV VICHARPATRA MAHARASHTRA NEWS' bbox=[54, 2275, 289, 2287]
imprint-name-bold: 'एकमेव विचारपत्र महाराष्ट्र न्यूज' bbox=[54, 2245, 170, 2258]
cmyk-dot-black bbox=[943, 2345, 952, 2362]
dowry-headline: विवाहितेचा हुंड्यासाठी मानसिक छळ bbox=[1157, 1169, 1440, 1195]
dateline: सातारा, दि. २२ सप्टेंबर : bbox=[1130, 1278, 1239, 1292]
asterisk-icon: ✻ bbox=[1186, 2011, 1195, 2024]
editorial-wrap-left: शत्रूंविरुद्ध एकजूट माजी राजदूत एक्स वर म्हटले अधिकाधिक पैसा पाकिस्तान bbox=[57, 635, 153, 706]
photo-idol-cloth bbox=[73, 1410, 187, 1440]
photo-pm-jacket bbox=[1011, 373, 1149, 434]
byline-text: महाराष्ट्र न्यूज नेटवर्क bbox=[1199, 2011, 1278, 2024]
crime-sign-text: CRIME bbox=[1279, 1550, 1311, 1562]
photo-prime-minister bbox=[988, 243, 1172, 434]
palestine-headline: पॅलेस्टाईनला स्वतंत्र देश म्हणून मान्यता bbox=[486, 797, 783, 872]
editorial-box bbox=[46, 141, 462, 1152]
noise-col1-text: ध्वनी प्रदूषणाच्या वाढत्या समस्येवर नियंत्रण आणण्यासाठी साताऱ्यातील ज्येष्ठ नागरिक आक्रमक झाले असून, शासन दरबारी दाद मागण्यासाठी पुन्हा एकदा मोर्चा उभारण्याचा निर्धार करण्यात आला आहे. साताऱ्यात रविवारी झालेल्या ध्वनी प्रदूषण विरोधी ज्येष्ठ नागरिक संघर्ष समितीच्या बैठकीत हा निर्णय घेण्यात आला. गणेशोत्सव व नवरात्रोत्सवात अनेक नागरिकांकडून आलेल्या तक्रारींचा आढावा घेण्यात आला. सदस्यांनी यानंतर येणारे नवरात्र, दिवाळी व विविध धार्मिक उत्सव या काळात ध्वनी प्रदूषणाची समस्या अधिक तीव्र होण्याची शक्यता व्यक्त केली. त्यामुळे प्रशासनाने ठोस पावले उचलावी यासाठी दबाव निर्माण करण्यासाठी मोर्चा काढला जाईल. दरम्यान, शाहूपुरी पोलिस स्टेशनमधील अधिकाऱ्यांनी काही डॉल्बी धारकांवर केलेल्या कारवाईचे स्वागत करण्यात आले असून त्यासाठी प्रशासनाच्या यंत्रणेचे आभार bbox=[835, 1829, 999, 2226]
dateline: सातारा, दि. २२ सप्टेंबर : bbox=[835, 1829, 969, 1842]
cmyk-dot-magenta bbox=[200, 2345, 209, 2362]
photo-idol-face bbox=[115, 1272, 145, 1307]
palestine-column-2: असलेला एक वेगळा देश दाखवण्यात आला आहे. त्यामुळे इस्रायलमध्ये खळबळ उडाली आहे. तसेच फ्रान्सची राजधानी पॅरिसमधील प्रसिद्ध आयफेल टॉवरवर पॅलेस्टाईनचा ध्वज फडकवण्यात आला आहे. याचा अर्थ आता जगातील देश पॅलेस्टाईनला एक देश म्हणून स्वीकारायला लागले आहेत. आयफेल टॉवरचा एक व्हिडिओ सोशल मीडियावर व्हायरल होत आहे, यामध्ये एका बाजूला पॅलेस्टाईन आणि दुसऱ्या बाजूला इस्रायल दिसत आहे. गेल्या २४ तासांत ब्रिटन, कॅनडा, ऑस्ट्रेलिया आणि पोर्तुगालने पॅलेस्टाईनला स्वतंत्र देश म्हणून मान्यता दिली आहे. या चार देशांच्या घोषणेमुळे इस्रायलला मोठा धक्का बसला आहे. आगामी काळात बहुतेक युरोपीय देश पॅलेस्टाईनला उघड समर्थन देण्याची शक्यता आहे. संयुक्त राष्ट्रांच्या ५ स्थायी सदस्यांपैकी ३ देशांनी पॅलेस्टाईनला स्वतंत्र देश म्हणून मान्यता दिली आहे. मात्र इस्रायलचा मित्र असलेल्या अमेरिकेने मात्र पॅलेस्टाईनला विरोध केला आहे. या ४ स्थायी सदस्यांव्यतिरिक्त १५० हून अधिक देशांनी पॅलेस्टाईनला मान्यता देण्याची घोषणा केली आहे. तसेच सौदी अरेबिया आणि फ्रान्स संयुक्त राष्ट्रांच्या अधिवेशनात पॅलेस्टाईनशी संबंधित विधेयक मांडणार असल्याची माहिती समोर आली आहे. यामुळे इस्रायलला फटका बसण्याची शक्यता आहे. इस्रायल आणि पॅलेस्टाईनमध्ये १९४८ पासून युद्ध सुरु आहे. bbox=[806, 725, 1119, 997]
cmyk-dot-yellow bbox=[1116, 2345, 1125, 2362]
editorial-title: कराराची मदार कशावर ? bbox=[122, 170, 387, 203]
imprint-text: Owned by Publisher, bbox=[291, 2275, 387, 2287]
missing-byline bbox=[1186, 2010, 1468, 2024]
cmyk-dot-group bbox=[1098, 2345, 1134, 2362]
logo-tagline: एकमेव विचारपत्र bbox=[1238, 62, 1299, 73]
byline-text: महाराष्ट्र न्यूज नेटवर्क bbox=[848, 1812, 926, 1825]
lead-column-1: पर्व असलेल्या नवरात्रीच्या प्रारंभानिमित्त सर्व नागरिकांना हार्दिक शुभेच्छा दिल्या. त्यांच्या भाषणाचा संपादित भाग ... नवरात्रीच्या पहिल्या दिवसापासून देश आत्मनिर्भर भारत अभियानासाठी एक महत्त्वपूर्ण पाऊल उचलत आहे. पंतप्रधानांनी अधोरेखित केले की एका प्रकारे संपूर्ण भारतात जीएसटी बचत उत्सव सुरुवात होत आहे. या उत्सवामुळे बचत वाढेल आणि लोकांना त्यांच्या पसंतीच्या वस्तू खरेदी करणे सुलभ होईल असे त्यांनी भर दिला. या बचत महोत्सवाचे लाभ देशातील गरीब, मध्यमवर्गीय, नवमध्यमवर्गीय, युवक, शेतकरी, महिला, दुकानदार, व्यापारी आणि उद्योजकांपर्यंत पोहोचतील असे मोदी यांनी नमूद केले. या उत्सवाच्या काळात प्रत्येक घरामध्ये आनंद आणि गोडवा वाढेल असे त्यांनी नमूद केले. पंतप्रधानांनी देशभरातील कोट्यवधी कुटुंबांना नव्या पिढीच्या जीएसटी सुधारणा आणि जीएसटी बचत महोत्सवासाठी शुभेच्छा दिल्या. या सुधारणा भारताच्या विकासगाथेला गती देतील, व्यवसाय सुलभ करतील, गुंतवणूक अधिक आकर्षक बनवतील आणि विकासाच्या शर्यतीत प्रत्येक राज्याला समान भागीदार बनवेल असे त्यांनी अधोरेखित केले. २०१७ मध्ये भारताने जीएसटी सुधारणांच्या दिशेने पहिले पाऊल टाकले, ज्यामुळे एका जुन्या अध्यायाचा अंत झाला आणि देशाच्या आर्थिक इतिहासात एक नवीन अध्यायाची bbox=[474, 245, 703, 607]
cmyk-dot-cyan bbox=[916, 2345, 925, 2362]
agralekh-badge bbox=[163, 649, 342, 690]
column-divider bbox=[1178, 1778, 1179, 2229]
agralekh-label: अग्रलेख bbox=[210, 653, 284, 684]
cmyk-dot-yellow bbox=[391, 2345, 401, 2362]
lead-left-intro: पंतप्रधान नरेंद्र मोदी यांनी दूरदृश्य प्रणालीद्वारे देशाला संबोधित केले. शक्तीच्या उपासनेचे bbox=[474, 148, 579, 216]
lead-header bbox=[474, 145, 1468, 237]
byline-text: वृत्तसंस्था bbox=[488, 1892, 525, 1906]
lead-headline: आत्मनिर्भर भारत अभियानासाठी महत्त्वपूर्ण पाऊल bbox=[680, 149, 1231, 184]
byline-text: महाराष्ट्र न्यूज नेटवर्क bbox=[1144, 1260, 1228, 1274]
